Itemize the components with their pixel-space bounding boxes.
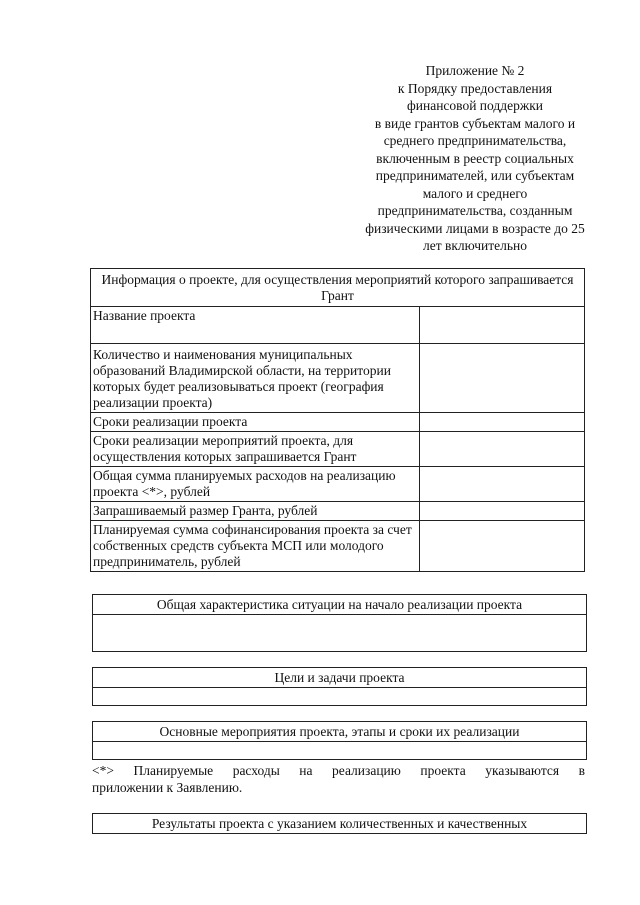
footnote-word: на [299,763,313,778]
appendix-line: предпринимательства, созданным [377,203,573,218]
appendix-line: включенным в реестр социальных [376,150,574,166]
project-name-value[interactable] [420,307,585,344]
footnote-word: <*> [92,763,114,778]
goals-content[interactable] [93,688,586,705]
cofinancing-label: Планируемая сумма софинансирования проекта за счет собственных средств субъекта МСП или молодого предприниматель, рублей [91,521,420,572]
appendix-line: Приложение № 2 [425,63,525,78]
cofinancing-value[interactable] [420,521,585,572]
situation-section [92,594,587,652]
appendix-line: финансовой поддержки [407,98,543,113]
footnote-word: Планируемые [133,763,214,778]
project-terms-label: Сроки реализации проекта [91,413,420,432]
total-costs-label: Общая сумма планируемых расходов на реализацию проекта <*>, рублей [91,467,420,502]
grant-amount-label: Запрашиваемый размер Гранта, рублей [91,502,420,521]
footnote-line-2: приложении к Заявлению. [92,780,243,795]
municipalities-label: Количество и наименования муниципальных образований Владимирской области, на территории которых будет реализовываться проект (география реализации проекта) [91,344,420,413]
total-costs-value[interactable] [420,467,585,502]
municipalities-value[interactable] [420,344,585,413]
situation-title: Общая характеристика ситуации на начало реализации проекта [93,595,586,615]
footnote-line-1 [92,762,585,779]
situation-content[interactable] [93,615,586,651]
results-title: Результаты проекта с указанием количественных и качественных [93,814,586,834]
activity-terms-value[interactable] [420,432,585,467]
project-terms-value[interactable] [420,413,585,432]
project-info-header: Информация о проекте, для осуществления мероприятий которого запрашивается Грант [91,269,585,307]
results-section [92,813,587,834]
appendix-line: малого и среднего [422,185,528,201]
appendix-header [340,62,610,255]
appendix-line: среднего предпринимательства, [383,133,567,148]
activities-content[interactable] [93,742,586,759]
cost-footnote [92,762,585,796]
footnote-word: указываются [485,763,560,778]
project-name-label: Название проекта [91,307,420,344]
goals-section [92,667,587,706]
grant-amount-value[interactable] [420,502,585,521]
activities-section [92,721,587,760]
footnote-word: проекта [420,763,466,778]
appendix-line: к Порядку предоставления [397,80,553,96]
activities-title: Основные мероприятия проекта, этапы и сроки их реализации [93,722,586,742]
appendix-line: в виде грантов субъектам малого и [374,115,576,131]
footnote-word: в [578,763,585,778]
goals-title: Цели и задачи проекта [93,668,586,688]
appendix-line: лет включительно [422,238,528,253]
project-info-table [90,268,585,572]
footnote-word: реализацию [332,763,401,778]
footnote-word: расходы [232,763,280,778]
activity-terms-label: Сроки реализации мероприятий проекта, для осуществления которых запрашивается Грант [91,432,420,467]
appendix-line: физическими лицами в возрасте до 25 [365,220,585,236]
appendix-line: предпринимателей, или субъектам [375,168,575,183]
